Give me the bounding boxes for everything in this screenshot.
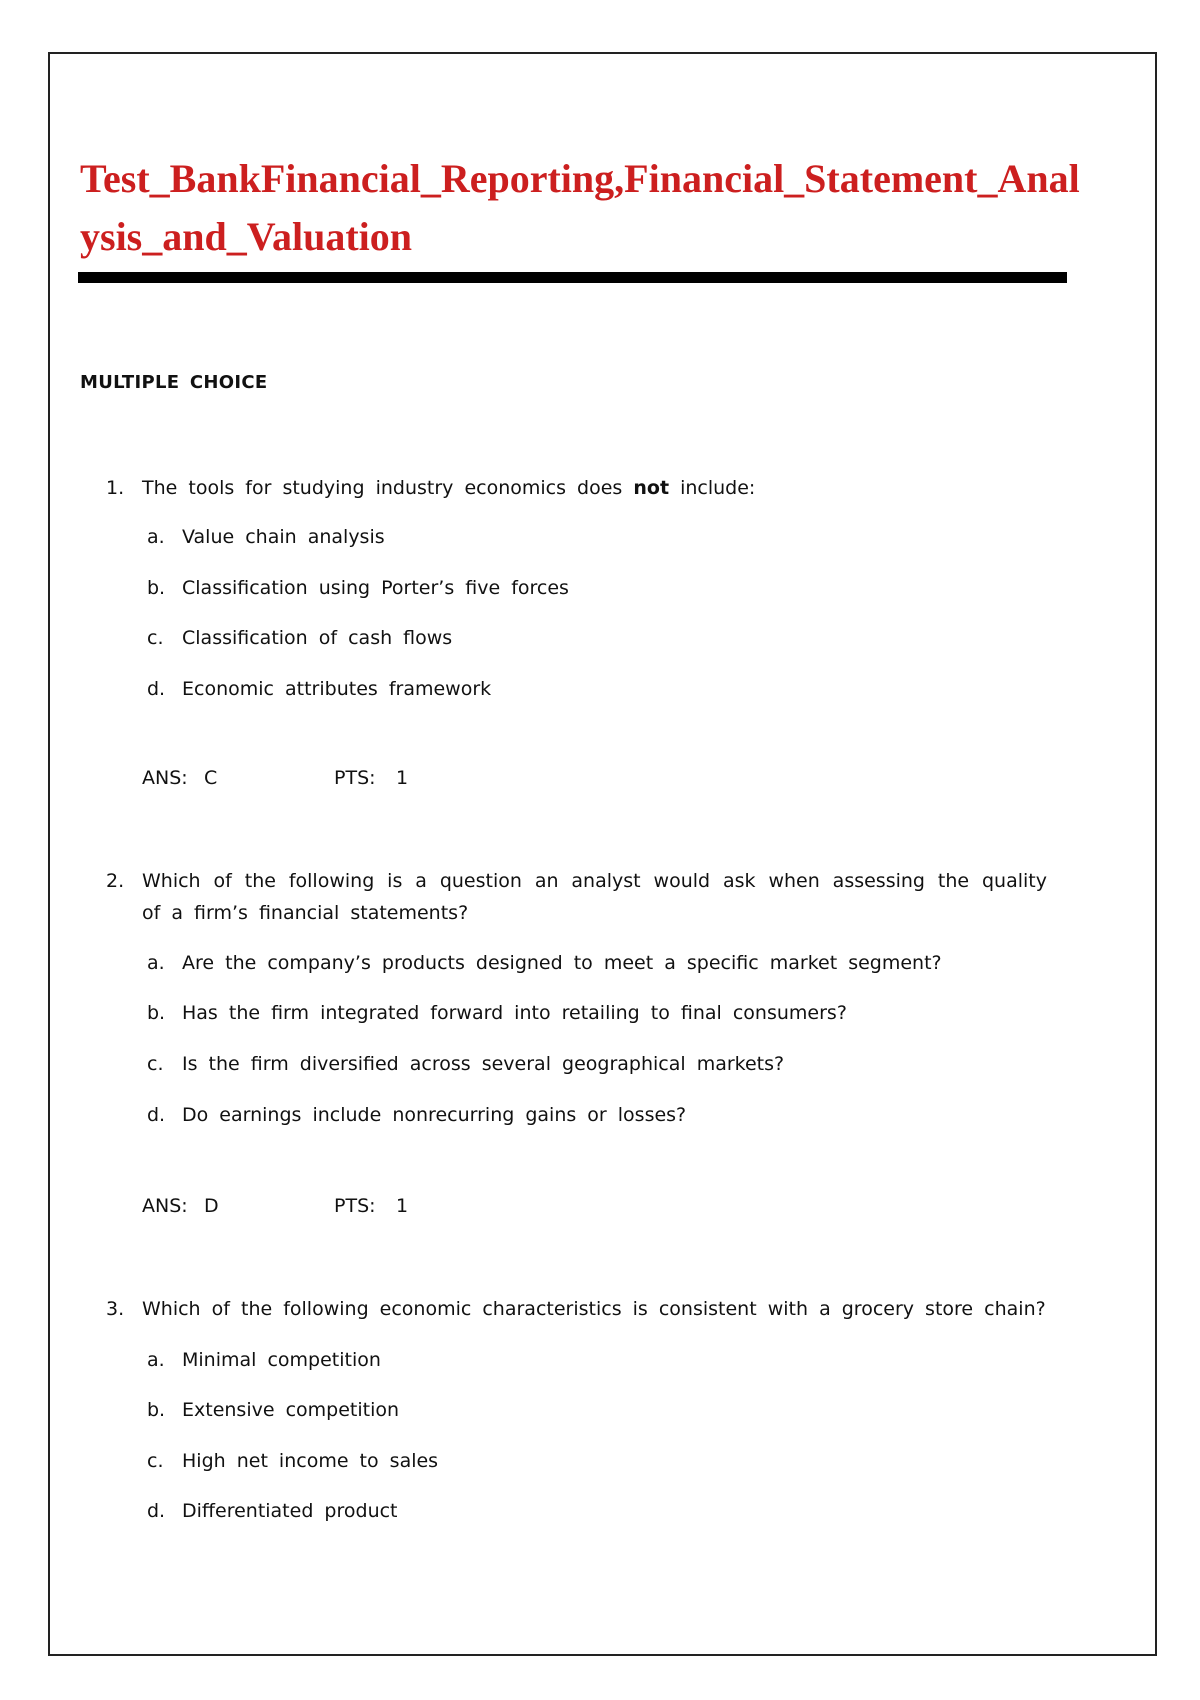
option-text: High net income to sales	[182, 1450, 439, 1472]
points-label: PTS:	[334, 767, 376, 789]
question-number: 1.	[106, 477, 125, 499]
title-underline-rule	[78, 272, 1067, 283]
document-title: Test_BankFinancial_Reporting,Financial_Statement_Analysis_and_Valuation	[80, 156, 1080, 259]
option-letter: b.	[147, 1002, 166, 1024]
option-letter: d.	[147, 1104, 166, 1126]
points-value: 1	[396, 767, 409, 789]
section-heading: MULTIPLE CHOICE	[80, 372, 268, 393]
option-text: Extensive competition	[182, 1399, 400, 1421]
option-letter: c.	[147, 1053, 164, 1075]
option-letter: a.	[147, 1349, 165, 1371]
answer-value: C	[204, 767, 218, 789]
question-stem	[142, 475, 755, 501]
option-letter: c.	[147, 1450, 164, 1472]
option-letter: d.	[147, 678, 166, 700]
option-text: Value chain analysis	[182, 526, 385, 548]
option-text: Are the company’s products designed to meet a specific market segment?	[182, 952, 942, 974]
option-letter: a.	[147, 526, 165, 548]
answer-label: ANS:	[142, 767, 188, 789]
option-text: Has the firm integrated forward into retailing to final consumers?	[182, 1002, 847, 1024]
points-label: PTS:	[334, 1195, 376, 1217]
option-letter: d.	[147, 1500, 166, 1522]
stem-text-after: include:	[669, 477, 756, 499]
option-text: Classification of cash flows	[182, 627, 453, 649]
stem-text-before: The tools for studying industry economics does	[142, 477, 634, 499]
question-stem: Which of the following economic characteristics is consistent with a grocery store chain?	[142, 1298, 1046, 1320]
answer-label: ANS:	[142, 1195, 188, 1217]
option-text: Is the firm diversified across several geographical markets?	[182, 1053, 785, 1075]
question-number: 2.	[106, 870, 125, 892]
option-text: Economic attributes framework	[182, 678, 492, 700]
option-text: Minimal competition	[182, 1349, 381, 1371]
option-letter: b.	[147, 1399, 166, 1421]
option-letter: b.	[147, 577, 166, 599]
option-text: Differentiated product	[182, 1500, 398, 1522]
stem-emphasis: not	[633, 477, 670, 499]
option-letter: c.	[147, 627, 164, 649]
answer-value: D	[204, 1195, 219, 1217]
question-stem: Which of the following is a question an analyst would ask when assessing the quality of a firm’s financial statements?	[142, 870, 1047, 924]
option-text: Do earnings include nonrecurring gains or losses?	[182, 1104, 687, 1126]
question-number: 3.	[106, 1298, 125, 1320]
option-text: Classification using Porter’s five forces	[182, 577, 569, 599]
option-letter: a.	[147, 952, 165, 974]
points-value: 1	[396, 1195, 409, 1217]
